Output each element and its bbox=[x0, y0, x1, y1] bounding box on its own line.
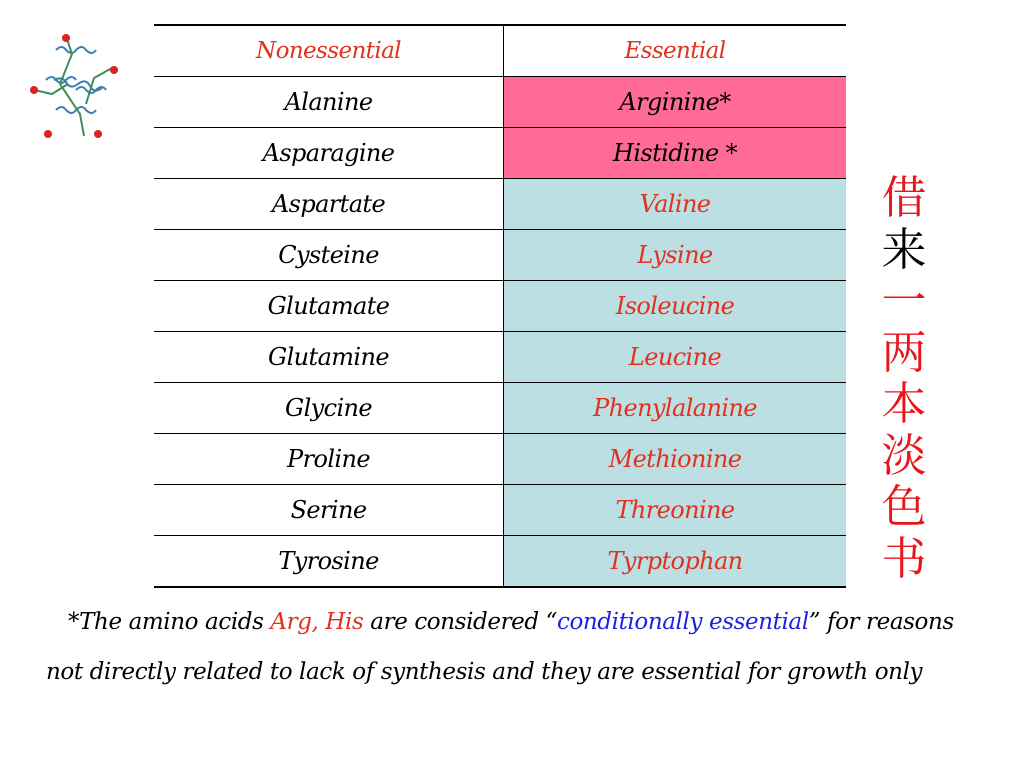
nonessential-cell: Glutamate bbox=[154, 281, 504, 332]
nonessential-cell: Glutamine bbox=[154, 332, 504, 383]
side-char: 借 bbox=[881, 171, 927, 224]
nonessential-cell: Tyrosine bbox=[154, 536, 504, 588]
table-row bbox=[154, 179, 846, 230]
footnote-conditionally-essential: conditionally essential bbox=[556, 609, 809, 635]
essential-cell: Valine bbox=[504, 179, 847, 230]
footnote-part3: are considered “ bbox=[363, 609, 557, 635]
essential-cell: Lysine bbox=[504, 230, 847, 281]
side-char: 本 bbox=[881, 377, 927, 430]
table-row bbox=[154, 485, 846, 536]
nonessential-cell: Glycine bbox=[154, 383, 504, 434]
essential-cell: Arginine* bbox=[504, 77, 847, 128]
nonessential-cell: Aspartate bbox=[154, 179, 504, 230]
footnote-arg-his: Arg, His bbox=[270, 609, 364, 635]
essential-cell: Methionine bbox=[504, 434, 847, 485]
table-row bbox=[154, 332, 846, 383]
essential-cell: Phenylalanine bbox=[504, 383, 847, 434]
table-header-row bbox=[154, 25, 846, 77]
side-char: 书 bbox=[881, 531, 927, 585]
essential-cell: Leucine bbox=[504, 332, 847, 383]
essential-cell: Threonine bbox=[504, 485, 847, 536]
table-row bbox=[154, 128, 846, 179]
table-row bbox=[154, 434, 846, 485]
side-char: 一 bbox=[881, 274, 927, 327]
table-row bbox=[154, 383, 846, 434]
table-row bbox=[154, 77, 846, 128]
protein-helix-icon bbox=[26, 30, 122, 142]
footnote-part5: ” for reasons not directly related to lack of synthesis and they are essential for growth only bbox=[46, 609, 954, 685]
header-nonessential: Nonessential bbox=[154, 25, 504, 77]
nonessential-cell: Asparagine bbox=[154, 128, 504, 179]
header-essential: Essential bbox=[504, 25, 847, 77]
table-row bbox=[154, 281, 846, 332]
table-row bbox=[154, 230, 846, 281]
essential-cell: Histidine * bbox=[504, 128, 847, 179]
side-char: 来 bbox=[881, 222, 927, 276]
side-char: 两 bbox=[881, 325, 927, 379]
nonessential-cell: Alanine bbox=[154, 77, 504, 128]
amino-acid-table bbox=[154, 24, 846, 588]
side-char: 淡 bbox=[881, 428, 927, 482]
essential-cell: Isoleucine bbox=[504, 281, 847, 332]
nonessential-cell: Cysteine bbox=[154, 230, 504, 281]
nonessential-cell: Proline bbox=[154, 434, 504, 485]
table-row bbox=[154, 536, 846, 588]
footnote-part1: *The amino acids bbox=[68, 609, 271, 635]
side-char: 色 bbox=[881, 480, 927, 533]
footnote bbox=[46, 597, 966, 697]
essential-cell: Tyrptophan bbox=[504, 536, 847, 588]
side-vertical-text bbox=[876, 172, 932, 584]
nonessential-cell: Serine bbox=[154, 485, 504, 536]
